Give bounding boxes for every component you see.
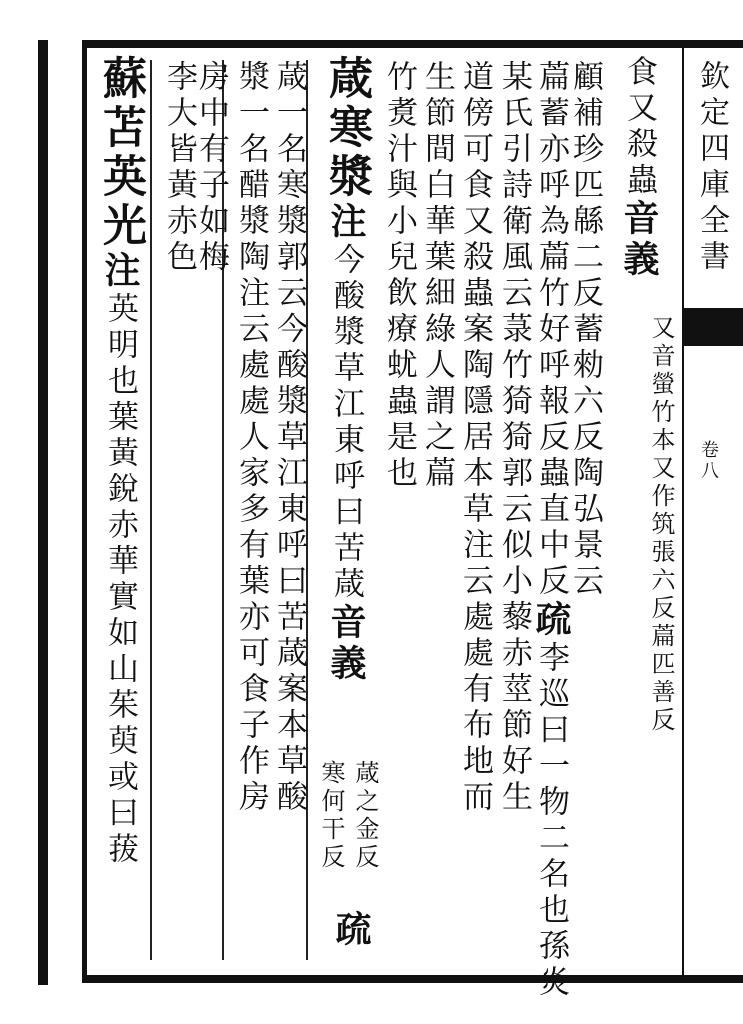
column-heading: 疏 [530, 600, 572, 641]
text-column-8: 竹煑汁與小兒飲療蚘蟲是也 [381, 60, 417, 492]
text-column-10: 葴一名寒漿郭云今酸漿草江東呼曰苦葴案本草酸 [271, 60, 307, 816]
margin-divider [682, 48, 684, 975]
text-column-11: 漿一名醋漿陶注云處處人家多有葉亦可食子作房 [233, 60, 269, 816]
bottom-border-rule [82, 975, 743, 983]
small-note-3: 疏 [330, 910, 372, 951]
book-title: 欽定四庫全書 [694, 60, 729, 276]
column-text: 今酸漿草江東呼曰苦葴 [328, 243, 364, 603]
small-note-1: 葴之金反 [351, 760, 379, 872]
column-text: 萹蓄亦呼為萹竹好呼報反蟲直中反 [533, 60, 569, 600]
column-divider [150, 60, 152, 960]
entry-heading: 葴寒漿 [321, 55, 372, 202]
fish-tail-mark [682, 308, 743, 346]
column-tail: 李巡曰一物二名也孫炎 [533, 641, 569, 1001]
binding-spine [38, 40, 48, 985]
note-marker: 注 [325, 202, 367, 243]
column-text: 食又殺蟲 [621, 55, 657, 199]
volume-label: 卷八 [698, 440, 719, 482]
column-text: 英明也葉黃銳赤華實如山茱萸或曰菝 [102, 292, 138, 868]
text-column-4 [532, 60, 570, 1001]
text-column-1 [620, 55, 658, 281]
text-column-1b: 又音螢竹本又作筑張六反萹匹善反 [647, 315, 675, 735]
small-note-2: 寒何干反 [317, 760, 345, 872]
text-column-13: 李大皆黃赤色 [161, 60, 197, 276]
column-heading: 音義 [618, 199, 660, 281]
text-column-9 [322, 55, 370, 685]
text-column-7: 生節間白華葉細綠人謂之萹 [419, 60, 455, 492]
note-marker: 注 [99, 251, 141, 292]
text-column-14 [96, 55, 144, 868]
column-heading: 音義 [325, 603, 367, 685]
text-column-6: 道傍可食又殺蟲案陶隱居本草注云處處有布地而 [457, 60, 493, 816]
text-column-3: 顧補珍匹緜二反蓄勑六反陶弘景云 [567, 60, 603, 600]
text-column-12: 房中有子如梅 [193, 60, 229, 276]
entry-heading: 蘇苫英光 [95, 55, 146, 251]
text-column-5: 某氏引詩衛風云菉竹猗猗郭云似小藜赤莖節好生 [496, 60, 532, 816]
top-border-rule [82, 40, 743, 48]
